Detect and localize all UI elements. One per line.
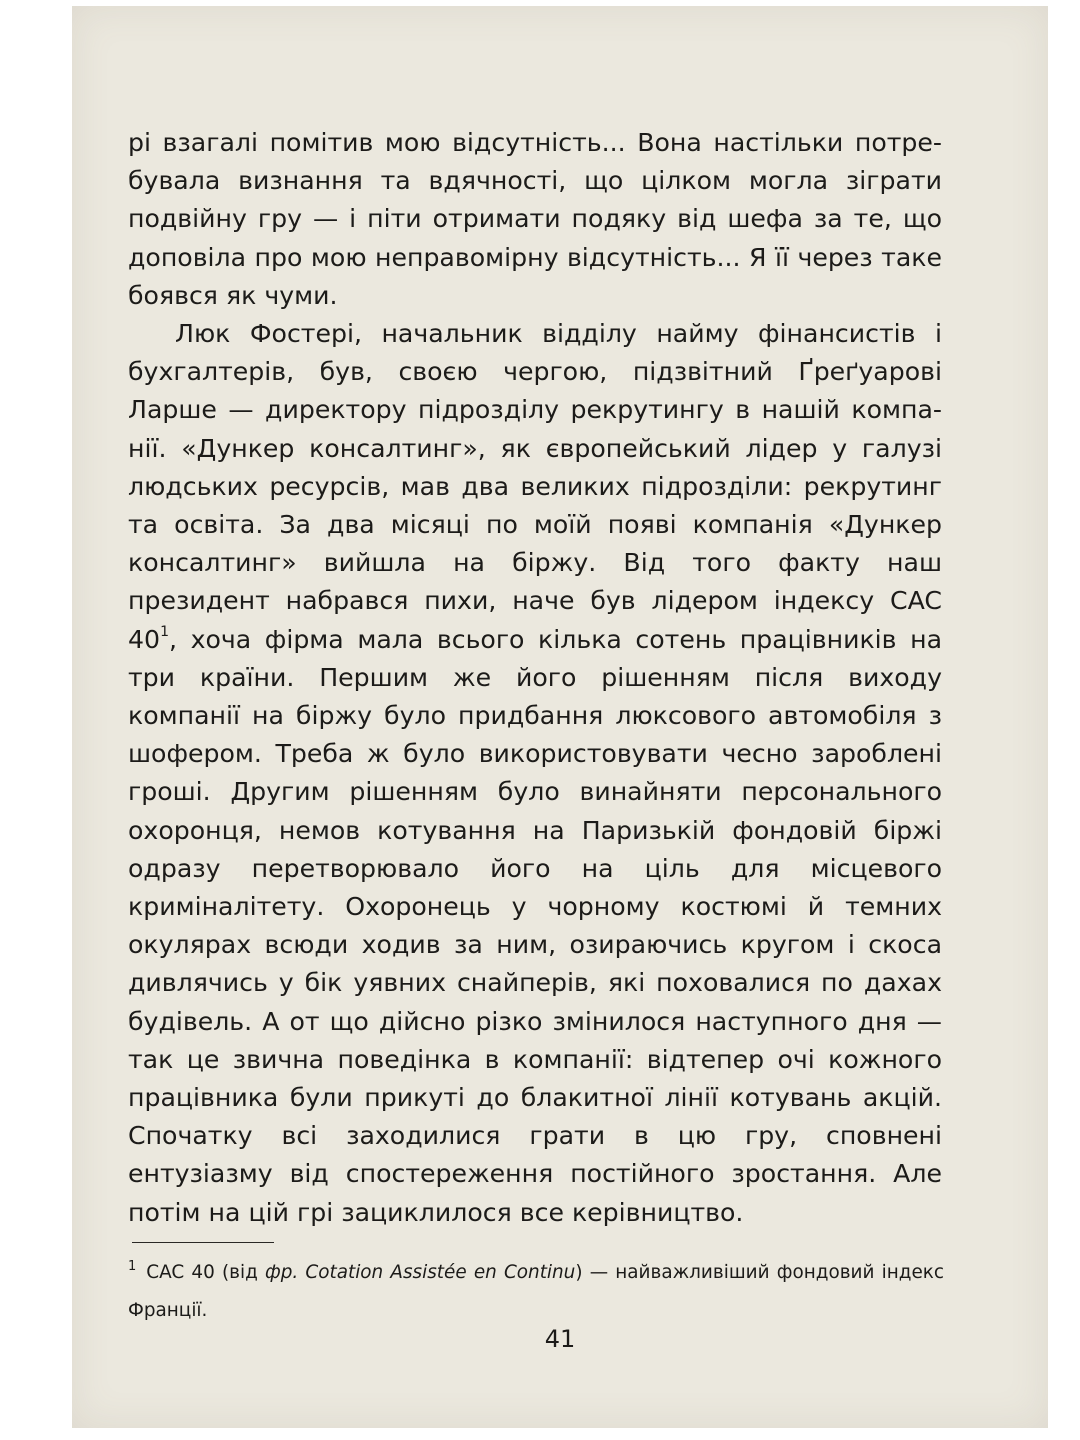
footnote-divider xyxy=(132,1242,274,1243)
footnote xyxy=(128,1255,944,1329)
paragraph-2-continuation: , хоча фірма мала всього кілька сотень працівників на три країни. Першим же його рішенням після виходу компанії на біржу було придбання люксового автомобіля з шофером. Треба ж було використовувати чесно зароблені гроші. Другим рішенням було винайняти персонального охоронця, немов котування на Паризькій фондовій біржі одразу перетворювало його на ціль для місцевого криміналітету. Охоронець у чорному костюмі й темних окулярах всюди ходив за ним, озираючись кругом і скоса дивлячись у бік уявних снайперів, які поховалися по дахах будівель. А от що дійсно різко змінилося наступного дня — так це звична поведінка в компанії: відтепер очі кожного працівника були прикуті до блакитної лінії котувань акцій. Спочатку всі заходилися грати в цю гру, сповнені ентузіазму від спостереження постійного зростання. Але потім на цій грі зациклилося все керівництво. xyxy=(128,624,942,1227)
footnote-text-after: ) — найважливіший фондовий індекс Франції. xyxy=(128,1262,944,1321)
paragraph-2 xyxy=(128,315,942,1232)
footnote-abbr: фр. xyxy=(264,1262,299,1283)
body-text xyxy=(128,124,942,1232)
book-page xyxy=(72,6,1048,1428)
page-number: 41 xyxy=(544,1325,576,1353)
footnote-text-before: CAC 40 (від xyxy=(146,1262,265,1283)
paragraph-2-text: Люк Фостері, начальник відділу найму фінансистів і бухгалтерів, був, своєю чергою, підзвітний Ґреґуарові Ларше — директору підрозділу рекрутингу в нашій компанії. «Дункер консалтинг», як європейський лідер у галузі людських ресурсів, мав два великих підрозділи: рекрутинг та освіта. За два місяці по моїй появі компанія «Дункер консалтинг» вийшла на біржу. Від того факту наш президент набрався пихи, наче був лідером індексу CAC 40 xyxy=(128,319,942,654)
footnote-reference[interactable]: 1 xyxy=(160,624,169,641)
paragraph-1: рі взагалі помітив мою відсутність... Вона настільки потребувала визнання та вдячності, що цілком могла зіграти подвійну гру — і піти отримати подяку від шефа за те, що доповіла про мою неправомірну відсутність... Я її через таке боявся як чуми. xyxy=(128,128,942,310)
footnote-mark: 1 xyxy=(128,1259,137,1274)
footnote-term: Cotation Assistée en Continu xyxy=(305,1262,576,1283)
